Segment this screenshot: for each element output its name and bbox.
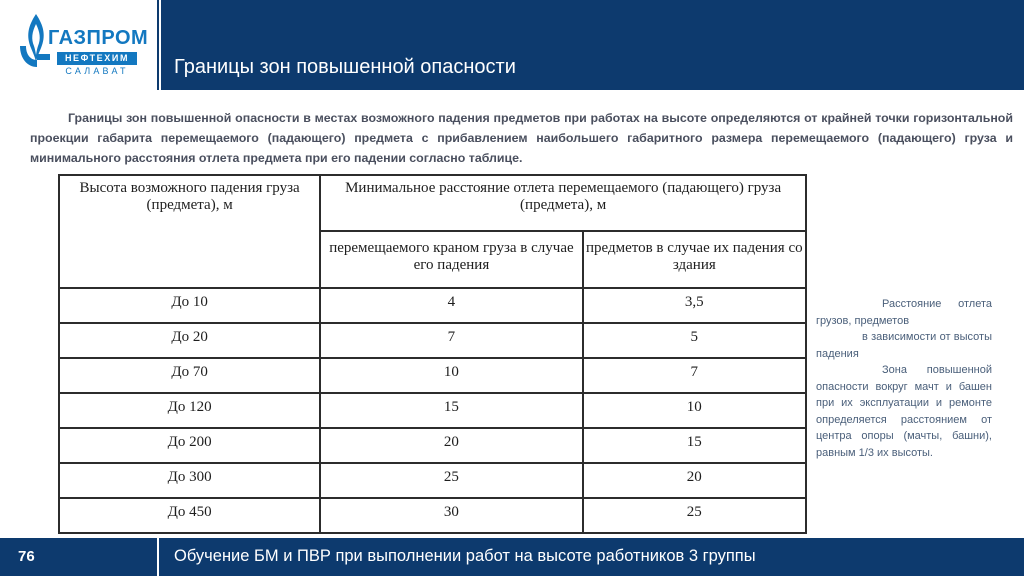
table-row bbox=[59, 288, 806, 323]
crane-distance-cell: 7 bbox=[320, 323, 582, 358]
table-row bbox=[59, 358, 806, 393]
table-row bbox=[59, 463, 806, 498]
table-row bbox=[59, 323, 806, 358]
building-distance-cell: 3,5 bbox=[583, 288, 806, 323]
logo-subtitle-1: НЕФТЕХИМ bbox=[57, 52, 137, 65]
building-distance-cell: 25 bbox=[583, 498, 806, 533]
height-cell: До 10 bbox=[59, 288, 320, 323]
building-column-header: предметов в случае их падения со здания bbox=[583, 231, 806, 288]
crane-column-header: перемещаемого краном груза в случае его падения bbox=[320, 231, 582, 288]
building-distance-cell: 5 bbox=[583, 323, 806, 358]
footer-divider bbox=[157, 538, 159, 576]
height-column-header: Высота возможного падения груза (предмета), м bbox=[59, 175, 320, 288]
side-note-line-2: в зависимости от высоты падения bbox=[816, 331, 992, 360]
building-distance-cell: 15 bbox=[583, 428, 806, 463]
page-title: Границы зон повышенной опасности bbox=[174, 56, 516, 78]
building-distance-cell: 7 bbox=[583, 358, 806, 393]
logo-subtitle-2: САЛАВАТ bbox=[65, 66, 129, 76]
table-row bbox=[59, 428, 806, 463]
header-divider bbox=[152, 0, 157, 90]
logo-wordmark: ГАЗПРОМ bbox=[48, 27, 149, 49]
height-cell: До 450 bbox=[59, 498, 320, 533]
table-row bbox=[59, 393, 806, 428]
crane-distance-cell: 25 bbox=[320, 463, 582, 498]
table-header-row bbox=[59, 175, 806, 231]
danger-zone-table bbox=[58, 174, 807, 534]
logo bbox=[0, 0, 152, 90]
side-note-line-3: Зона повышенной опасности вокруг мачт и башен при их эксплуатации и ремонте определяется расстоянием от центра опоры (мачты, башни), равным 1/3 их высоты. bbox=[816, 364, 992, 459]
height-cell: До 300 bbox=[59, 463, 320, 498]
side-note-line-1: Расстояние отлета грузов, предметов bbox=[816, 298, 992, 327]
height-cell: До 70 bbox=[59, 358, 320, 393]
height-cell: До 20 bbox=[59, 323, 320, 358]
footer-caption: Обучение БМ и ПВР при выполнении работ на высоте работников 3 группы bbox=[174, 547, 756, 565]
table-row bbox=[59, 498, 806, 533]
distance-group-header: Минимальное расстояние отлета перемещаемого (падающего) груза (предмета), м bbox=[320, 175, 806, 231]
crane-distance-cell: 30 bbox=[320, 498, 582, 533]
building-distance-cell: 10 bbox=[583, 393, 806, 428]
crane-distance-cell: 4 bbox=[320, 288, 582, 323]
height-cell: До 120 bbox=[59, 393, 320, 428]
page-number: 76 bbox=[18, 548, 35, 565]
crane-distance-cell: 20 bbox=[320, 428, 582, 463]
side-note bbox=[816, 296, 992, 461]
intro-paragraph: Границы зон повышенной опасности в местах возможного падения предметов при работах на высоте определяются от крайней точки горизонтальной проекции габарита перемещаемого (падающего) предмета с прибавлением наибольшего габаритного размера перемещаемого (падающего) груза и минимального расстояния отлета предмета при его падении согласно таблице. bbox=[30, 111, 1013, 165]
crane-distance-cell: 10 bbox=[320, 358, 582, 393]
height-cell: До 200 bbox=[59, 428, 320, 463]
crane-distance-cell: 15 bbox=[320, 393, 582, 428]
building-distance-cell: 20 bbox=[583, 463, 806, 498]
header-divider-thin bbox=[159, 0, 161, 90]
